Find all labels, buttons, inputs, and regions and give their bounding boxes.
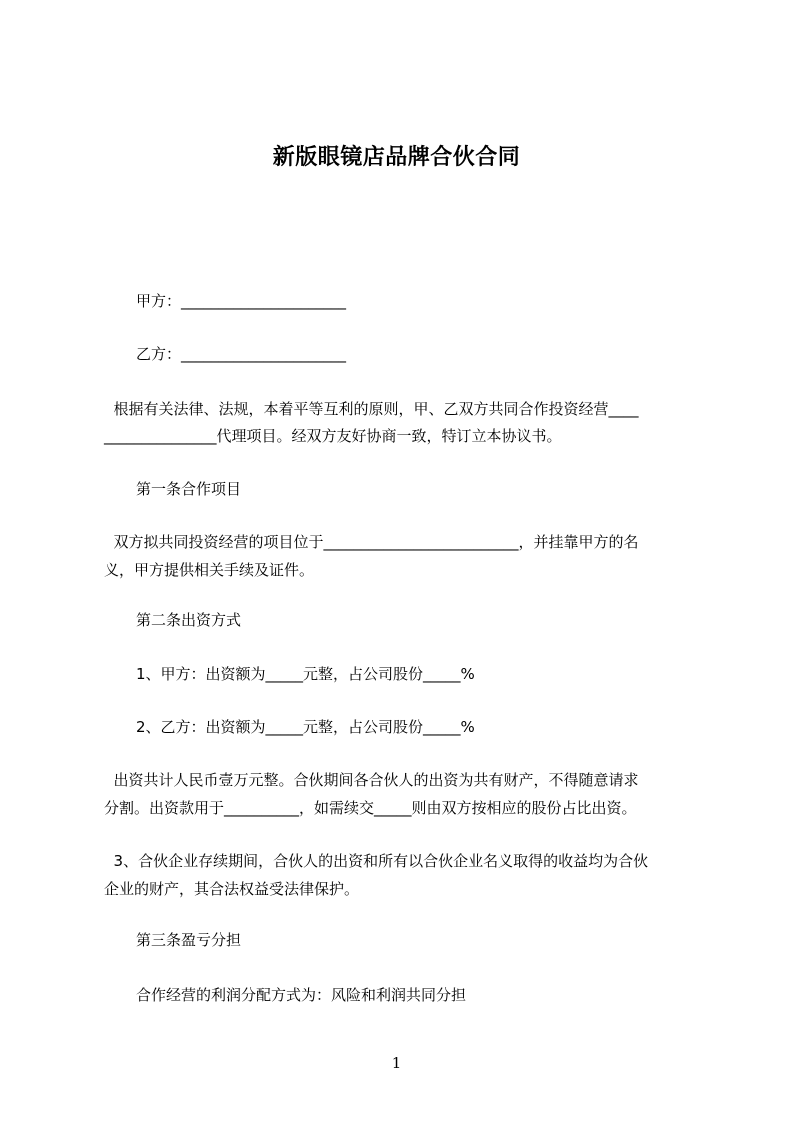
page-number: 1 [391,1054,402,1072]
article-1-heading: 第一条合作项目 [136,480,242,498]
article-2-item-1: 1、甲方：出资额为_____元整，占公司股份_____% [136,665,475,683]
preamble-line-1: 根据有关法律、法规，本着平等互利的原则，甲、乙双方共同合作投资经营____ [104,400,639,418]
preamble-line-2: _______________代理项目。经双方友好协商一致，特订立本协议书。 [104,427,562,445]
article-1-text-line-1: 双方拟共同投资经营的项目位于__________________________，并挂靠甲方的名 [104,533,639,551]
document-title: 新版眼镜店品牌合伙合同 [272,145,521,170]
article-2-heading: 第二条出资方式 [136,611,242,629]
article-3-heading: 第三条盈亏分担 [136,931,242,949]
party-a-line: 甲方：______________________ [136,292,347,310]
article-2-total-line-1: 出资共计人民币壹万元整。合伙期间各合伙人的出资为共有财产，不得随意请求 [104,771,639,789]
article-2-item-2: 2、乙方：出资额为_____元整，占公司股份_____% [136,718,475,736]
article-3-text: 合作经营的利润分配方式为：风险和利润共同分担 [136,986,467,1004]
article-1-text-line-2: 义，甲方提供相关手续及证件。 [104,561,315,579]
article-2-item-3-line-1: 3、合伙企业存续期间，合伙人的出资和所有以合伙企业名义取得的收益均为合伙 [104,852,649,870]
article-2-total-line-2: 分割。出资款用于__________，如需续交_____则由双方按相应的股份占比出资。 [104,799,637,817]
article-2-item-3-line-2: 企业的财产，其合法权益受法律保护。 [104,880,360,898]
party-b-line: 乙方：______________________ [136,345,347,363]
